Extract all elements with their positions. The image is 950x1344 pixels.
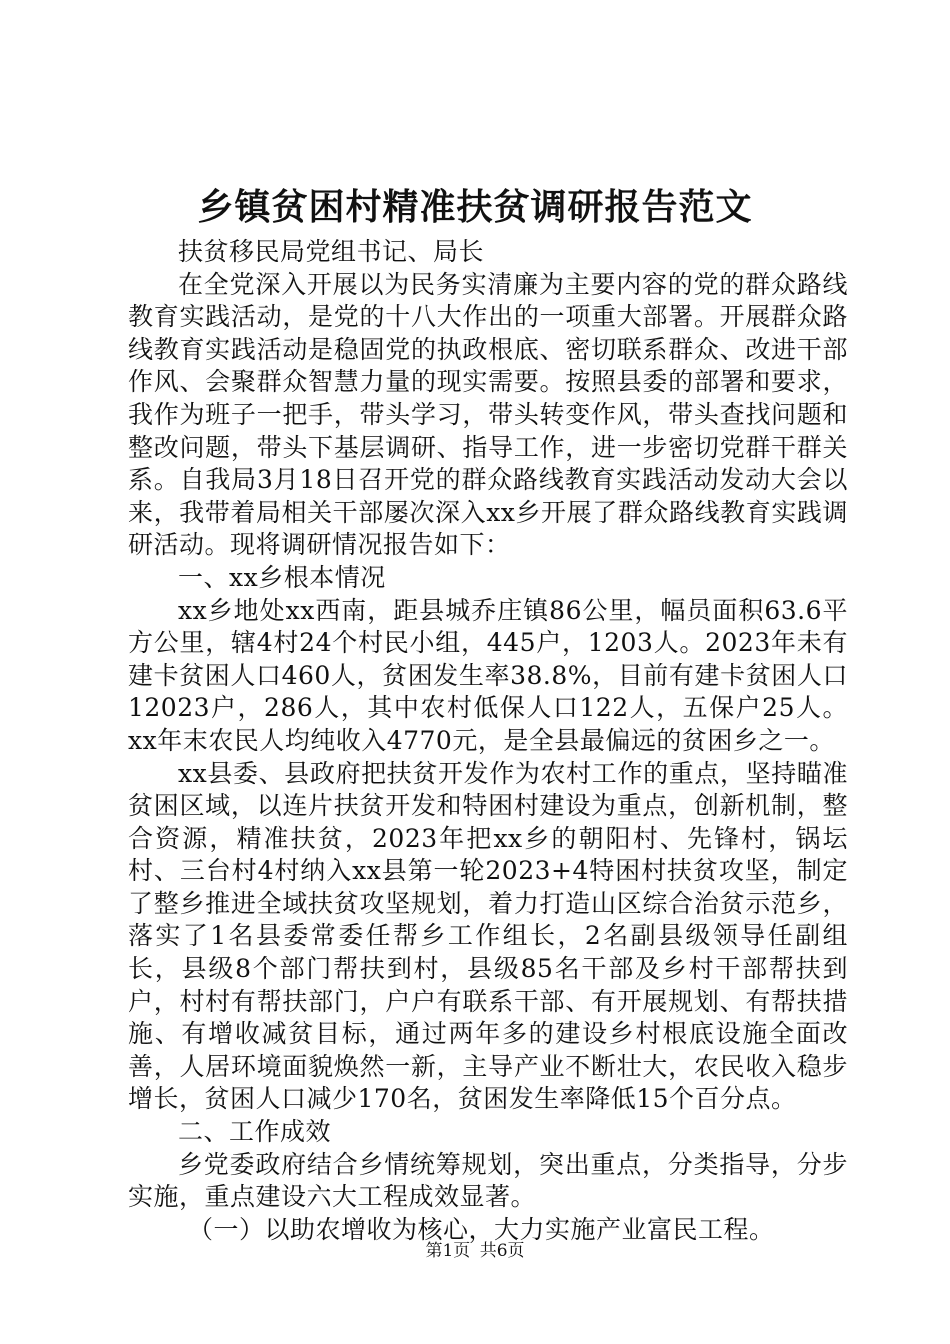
paragraph-intro: 在全党深入开展以为民务实清廉为主要内容的党的群众路线教育实践活动，是党的十八大作出的一项重大部署。开展群众路线教育实践活动是稳固党的执政根底、密切联系群众、改进干部作风、会聚群众智慧力量的现实需要。按照县委的部署和要求，我作为班子一把手，带头学习，带头转变作风，带头查找问题和整改问题，带头下基层调研、指导工作，进一步密切党群干群关系。自我局3月18日召开党的群众路线教育实践活动发动大会以来，我带着局相关干部屡次深入xx乡开展了群众路线教育实践调研活动。现将调研情况报告如下： — [128, 269, 848, 560]
paragraph-county-measures: xx县委、县政府把扶贫开发作为农村工作的重点，坚持瞄准贫困区域，以连片扶贫开发和特困村建设为重点，创新机制，整合资源，精准扶贫，2023年把xx乡的朝阳村、先锋村，锅坛村、三台村4村纳入xx县第一轮2023+4特困村扶贫攻坚，制定了整乡推进全域扶贫攻坚规划，着力打造山区综合治贫示范乡，落实了1名县委常委任帮乡工作组长，2名副县级领导任副组长，县级8个部门帮扶到村，县级85名干部及乡村干部帮扶到户，村村有帮扶部门，户户有联系干部、有开展规划、有帮扶措施、有增收减贫目标，通过两年多的建设乡村根底设施全面改善，人居环境面貌焕然一新，主导产业不断壮大，农民收入稳步增长，贫困人口减少170名，贫困发生率降低15个百分点。 — [128, 758, 848, 1114]
paragraph-basic-info: xx乡地处xx西南，距县城乔庄镇86公里，幅员面积63.6平方公里，辖4村24个村民小组，445户，1203人。2023年未有建卡贫困人口460人，贫困发生率38.8%，目前有建卡贫困人口12023户，286人，其中农村低保人口122人，五保户25人。xx年末农民人均纯收入4770元，是全县最偏远的贫困乡之一。 — [128, 595, 848, 755]
paragraph-achievements: 乡党委政府结合乡情统筹规划，突出重点，分类指导，分步实施，重点建设六大工程成效显著。 — [128, 1149, 848, 1212]
page-footer — [0, 1239, 950, 1263]
page-number: 第1页 — [425, 1241, 471, 1261]
document-body — [128, 236, 848, 1246]
subsection-heading-1: （一）以助农增收为核心，大力实施产业富民工程。 — [188, 1214, 775, 1244]
author-line: 扶贫移民局党组书记、局长 — [178, 237, 485, 266]
section-heading-1: 一、xx乡根本情况 — [178, 562, 386, 592]
document-title: 乡镇贫困村精准扶贫调研报告范文 — [197, 186, 753, 228]
section-heading-2: 二、工作成效 — [178, 1117, 332, 1147]
page-total: 共6页 — [479, 1241, 525, 1261]
